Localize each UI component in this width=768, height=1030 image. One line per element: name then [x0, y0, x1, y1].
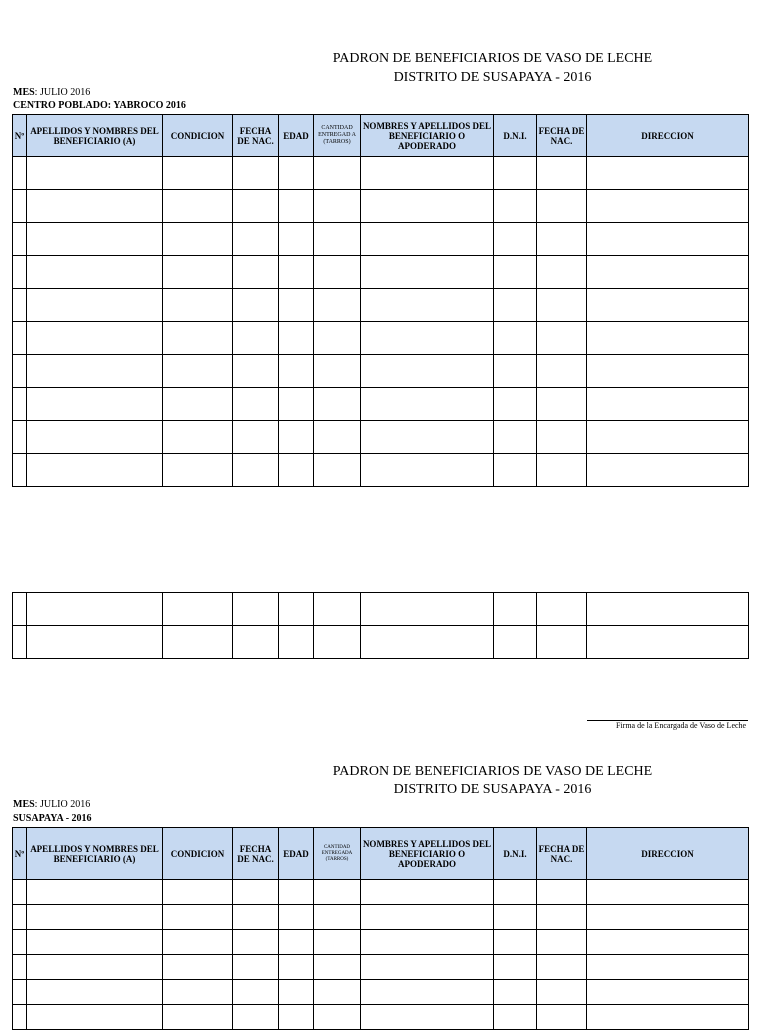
table-cell[interactable]	[494, 190, 537, 223]
table-cell[interactable]	[494, 421, 537, 454]
table-cell[interactable]	[494, 157, 537, 190]
col-num: Nº	[13, 828, 27, 880]
table-cell[interactable]	[314, 190, 361, 223]
table-cell[interactable]	[163, 256, 233, 289]
table-row	[13, 454, 749, 487]
table-cell[interactable]	[279, 905, 314, 930]
table-row	[13, 930, 749, 955]
table-cell[interactable]	[27, 256, 163, 289]
table-cell[interactable]	[537, 355, 587, 388]
table-cell[interactable]	[494, 980, 537, 1005]
table-cell[interactable]	[13, 593, 27, 626]
sheet1-title-line2: DISTRITO DE SUSAPAYA - 2016	[393, 70, 592, 85]
table-cell[interactable]	[314, 880, 361, 905]
table-cell[interactable]	[13, 955, 27, 980]
sheet2-month	[13, 799, 90, 811]
table-cell[interactable]	[27, 355, 163, 388]
table-cell[interactable]	[494, 905, 537, 930]
table-cell[interactable]	[494, 388, 537, 421]
table-cell[interactable]	[494, 1005, 537, 1030]
table-cell[interactable]	[587, 930, 749, 955]
table-cell[interactable]	[279, 880, 314, 905]
table-cell[interactable]	[233, 190, 279, 223]
col-condicion: CONDICION	[163, 828, 233, 880]
table-cell[interactable]	[233, 388, 279, 421]
table-cell[interactable]	[537, 223, 587, 256]
table-cell[interactable]	[361, 626, 494, 659]
table-cell[interactable]	[163, 930, 233, 955]
table-cell[interactable]	[537, 190, 587, 223]
table-cell[interactable]	[314, 930, 361, 955]
table-cell[interactable]	[163, 1005, 233, 1030]
table-cell[interactable]	[233, 157, 279, 190]
table-cell[interactable]	[279, 388, 314, 421]
table-cell[interactable]	[279, 454, 314, 487]
table-cell[interactable]	[587, 454, 749, 487]
signature-label: Firma de la Encargada de Vaso de Leche	[616, 721, 747, 730]
table-cell[interactable]	[361, 256, 494, 289]
table-cell[interactable]	[361, 289, 494, 322]
table-cell[interactable]	[163, 223, 233, 256]
table-cell[interactable]	[13, 355, 27, 388]
table-cell[interactable]	[27, 593, 163, 626]
table-cell[interactable]	[587, 388, 749, 421]
col-edad: EDAD	[279, 115, 314, 157]
month-value: : JULIO 2016	[34, 87, 91, 98]
table-cell[interactable]	[587, 626, 749, 659]
table-cell[interactable]	[361, 421, 494, 454]
sheet2-title-line2: DISTRITO DE SUSAPAYA - 2016	[393, 782, 592, 797]
table-cell[interactable]	[13, 905, 27, 930]
table-cell[interactable]	[13, 1005, 27, 1030]
table-cell[interactable]	[233, 355, 279, 388]
table-cell[interactable]	[494, 955, 537, 980]
table-cell[interactable]	[27, 626, 163, 659]
table-row	[13, 880, 749, 905]
table-cell[interactable]	[361, 223, 494, 256]
table-cell[interactable]	[233, 955, 279, 980]
table-cell[interactable]	[314, 905, 361, 930]
table-row	[13, 388, 749, 421]
table-cell[interactable]	[537, 388, 587, 421]
table-cell[interactable]	[279, 322, 314, 355]
table-cell[interactable]	[163, 955, 233, 980]
table-cell[interactable]	[361, 980, 494, 1005]
table-row	[13, 322, 749, 355]
table-cell[interactable]	[587, 223, 749, 256]
table-cell[interactable]	[233, 930, 279, 955]
table-cell[interactable]	[537, 289, 587, 322]
table-row	[13, 421, 749, 454]
table-cell[interactable]	[537, 905, 587, 930]
table-cell[interactable]	[494, 256, 537, 289]
col-apellidos: APELLIDOS Y NOMBRES DEL BENEFICIARIO (A)	[27, 115, 163, 157]
table-cell[interactable]	[279, 626, 314, 659]
sheet1-extra-table	[12, 592, 749, 659]
table-cell[interactable]	[163, 322, 233, 355]
table-cell[interactable]	[27, 421, 163, 454]
table-cell[interactable]	[587, 355, 749, 388]
table-cell[interactable]	[27, 322, 163, 355]
table-cell[interactable]	[494, 355, 537, 388]
table-row	[13, 157, 749, 190]
table-cell[interactable]	[314, 157, 361, 190]
col-direccion: DIRECCION	[587, 115, 749, 157]
table-row	[13, 223, 749, 256]
table-cell[interactable]	[494, 626, 537, 659]
table-row	[13, 905, 749, 930]
table-row	[13, 289, 749, 322]
table-cell[interactable]	[537, 955, 587, 980]
table-cell[interactable]	[537, 1005, 587, 1030]
col-fecha-nac: FECHA DE NAC.	[233, 115, 279, 157]
table-cell[interactable]	[163, 626, 233, 659]
table-cell[interactable]	[27, 190, 163, 223]
col-nombres-apoderado: NOMBRES Y APELLIDOS DEL BENEFICIARIO O APODERADO	[361, 115, 494, 157]
table-cell[interactable]	[163, 980, 233, 1005]
table-cell[interactable]	[361, 190, 494, 223]
table-cell[interactable]	[494, 322, 537, 355]
table-cell[interactable]	[163, 190, 233, 223]
col-num: Nº	[13, 115, 27, 157]
table-cell[interactable]	[361, 388, 494, 421]
col-cantidad: CANTIDAD ENTREGADA (TARROS)	[314, 828, 361, 880]
table-row	[13, 256, 749, 289]
sheet1-title-line1: PADRON DE BENEFICIARIOS DE VASO DE LECHE	[332, 51, 653, 66]
table-cell[interactable]	[494, 930, 537, 955]
table-cell[interactable]	[361, 454, 494, 487]
table-cell[interactable]	[233, 421, 279, 454]
table-cell[interactable]	[537, 980, 587, 1005]
table-cell[interactable]	[279, 955, 314, 980]
sheet1-body-table	[12, 156, 749, 487]
table-cell[interactable]	[314, 256, 361, 289]
table-row	[13, 593, 749, 626]
table-row	[13, 190, 749, 223]
table-cell[interactable]	[13, 190, 27, 223]
table-cell[interactable]	[314, 593, 361, 626]
table-row	[13, 626, 749, 659]
col-apellidos: APELLIDOS Y NOMBRES DEL BENEFICIARIO (A)	[27, 828, 163, 880]
col-edad: EDAD	[279, 828, 314, 880]
table-cell[interactable]	[13, 626, 27, 659]
table-cell[interactable]	[233, 880, 279, 905]
table-cell[interactable]	[233, 256, 279, 289]
sheet2-body-table	[12, 879, 749, 1030]
sheet2-title-line1: PADRON DE BENEFICIARIOS DE VASO DE LECHE	[332, 764, 653, 779]
table-cell[interactable]	[587, 880, 749, 905]
table-cell[interactable]	[27, 955, 163, 980]
table-cell[interactable]	[27, 289, 163, 322]
table-cell[interactable]	[163, 355, 233, 388]
table-cell[interactable]	[233, 454, 279, 487]
table-cell[interactable]	[537, 322, 587, 355]
table-cell[interactable]	[233, 223, 279, 256]
table-cell[interactable]	[587, 256, 749, 289]
table-cell[interactable]	[279, 289, 314, 322]
table-cell[interactable]	[314, 955, 361, 980]
table-cell[interactable]	[361, 1005, 494, 1030]
table-cell[interactable]	[163, 421, 233, 454]
table-cell[interactable]	[314, 388, 361, 421]
table-cell[interactable]	[27, 223, 163, 256]
table-cell[interactable]	[494, 593, 537, 626]
table-cell[interactable]	[361, 322, 494, 355]
table-cell[interactable]	[537, 256, 587, 289]
table-cell[interactable]	[233, 289, 279, 322]
table-cell[interactable]	[233, 1005, 279, 1030]
table-cell[interactable]	[314, 626, 361, 659]
table-cell[interactable]	[537, 880, 587, 905]
table-cell[interactable]	[27, 980, 163, 1005]
table-cell[interactable]	[27, 388, 163, 421]
table-cell[interactable]	[163, 289, 233, 322]
table-cell[interactable]	[537, 157, 587, 190]
col-cantidad: CANTIDAD ENTREGAD A (TARROS)	[314, 115, 361, 157]
table-cell[interactable]	[314, 355, 361, 388]
table-cell[interactable]	[27, 905, 163, 930]
month-label: MES	[13, 87, 35, 98]
col-nombres-apoderado: NOMBRES Y APELLIDOS DEL BENEFICIARIO O APODERADO	[361, 828, 494, 880]
table-cell[interactable]	[494, 880, 537, 905]
table-cell[interactable]	[587, 593, 749, 626]
table-cell[interactable]	[27, 1005, 163, 1030]
table-cell[interactable]	[587, 421, 749, 454]
table-cell[interactable]	[587, 322, 749, 355]
table-cell[interactable]	[27, 930, 163, 955]
table-cell[interactable]	[587, 289, 749, 322]
table-cell[interactable]	[13, 421, 27, 454]
table-cell[interactable]	[537, 930, 587, 955]
table-cell[interactable]	[494, 454, 537, 487]
sheet2-location: SUSAPAYA - 2016	[13, 813, 92, 824]
table-cell[interactable]	[279, 223, 314, 256]
table-cell[interactable]	[361, 905, 494, 930]
month-value: : JULIO 2016	[34, 799, 91, 810]
table-cell[interactable]	[13, 157, 27, 190]
col-dni: D.N.I.	[494, 115, 537, 157]
table-cell[interactable]	[361, 930, 494, 955]
table-cell[interactable]	[27, 880, 163, 905]
table-cell[interactable]	[233, 626, 279, 659]
table-cell[interactable]	[587, 905, 749, 930]
table-cell[interactable]	[279, 256, 314, 289]
table-cell[interactable]	[587, 1005, 749, 1030]
table-cell[interactable]	[361, 355, 494, 388]
table-cell[interactable]	[587, 980, 749, 1005]
sheet1-header-table	[12, 114, 749, 157]
table-cell[interactable]	[163, 880, 233, 905]
table-cell[interactable]	[537, 421, 587, 454]
table-cell[interactable]	[27, 157, 163, 190]
table-cell[interactable]	[13, 454, 27, 487]
table-cell[interactable]	[13, 256, 27, 289]
table-cell[interactable]	[279, 355, 314, 388]
table-cell[interactable]	[233, 980, 279, 1005]
table-cell[interactable]	[314, 421, 361, 454]
table-cell[interactable]	[314, 1005, 361, 1030]
col-fecha-nac-2: FECHA DE NAC.	[537, 828, 587, 880]
table-cell[interactable]	[314, 322, 361, 355]
table-cell[interactable]	[233, 322, 279, 355]
table-cell[interactable]	[13, 388, 27, 421]
table-cell[interactable]	[279, 421, 314, 454]
table-cell[interactable]	[13, 322, 27, 355]
table-cell[interactable]	[27, 454, 163, 487]
sheet1-month	[13, 87, 90, 99]
col-direccion: DIRECCION	[587, 828, 749, 880]
table-cell[interactable]	[494, 289, 537, 322]
table-row	[13, 955, 749, 980]
table-cell[interactable]	[163, 157, 233, 190]
table-cell[interactable]	[361, 880, 494, 905]
table-cell[interactable]	[13, 289, 27, 322]
sheet1-location: CENTRO POBLADO: YABROCO 2016	[13, 100, 186, 111]
col-dni: D.N.I.	[494, 828, 537, 880]
month-label: MES	[13, 799, 35, 810]
table-row	[13, 980, 749, 1005]
table-cell[interactable]	[233, 905, 279, 930]
table-cell[interactable]	[537, 626, 587, 659]
table-cell[interactable]	[314, 980, 361, 1005]
table-cell[interactable]	[361, 955, 494, 980]
table-cell[interactable]	[163, 388, 233, 421]
table-cell[interactable]	[314, 454, 361, 487]
table-cell[interactable]	[361, 157, 494, 190]
col-fecha-nac: FECHA DE NAC.	[233, 828, 279, 880]
table-cell[interactable]	[13, 930, 27, 955]
table-cell[interactable]	[314, 289, 361, 322]
table-cell[interactable]	[163, 454, 233, 487]
table-cell[interactable]	[279, 980, 314, 1005]
table-cell[interactable]	[361, 593, 494, 626]
table-cell[interactable]	[494, 223, 537, 256]
sheet2-header-table	[12, 827, 749, 880]
col-fecha-nac-2: FECHA DE NAC.	[537, 115, 587, 157]
table-row	[13, 355, 749, 388]
col-condicion: CONDICION	[163, 115, 233, 157]
table-cell[interactable]	[279, 190, 314, 223]
table-cell[interactable]	[314, 223, 361, 256]
table-cell[interactable]	[13, 980, 27, 1005]
table-cell[interactable]	[587, 955, 749, 980]
table-cell[interactable]	[279, 930, 314, 955]
table-cell[interactable]	[233, 593, 279, 626]
table-row	[13, 1005, 749, 1030]
table-cell[interactable]	[13, 880, 27, 905]
table-cell[interactable]	[279, 157, 314, 190]
table-cell[interactable]	[587, 157, 749, 190]
table-cell[interactable]	[13, 223, 27, 256]
table-cell[interactable]	[587, 190, 749, 223]
table-cell[interactable]	[279, 593, 314, 626]
table-cell[interactable]	[537, 593, 587, 626]
table-cell[interactable]	[163, 905, 233, 930]
table-cell[interactable]	[163, 593, 233, 626]
table-cell[interactable]	[537, 454, 587, 487]
table-cell[interactable]	[279, 1005, 314, 1030]
